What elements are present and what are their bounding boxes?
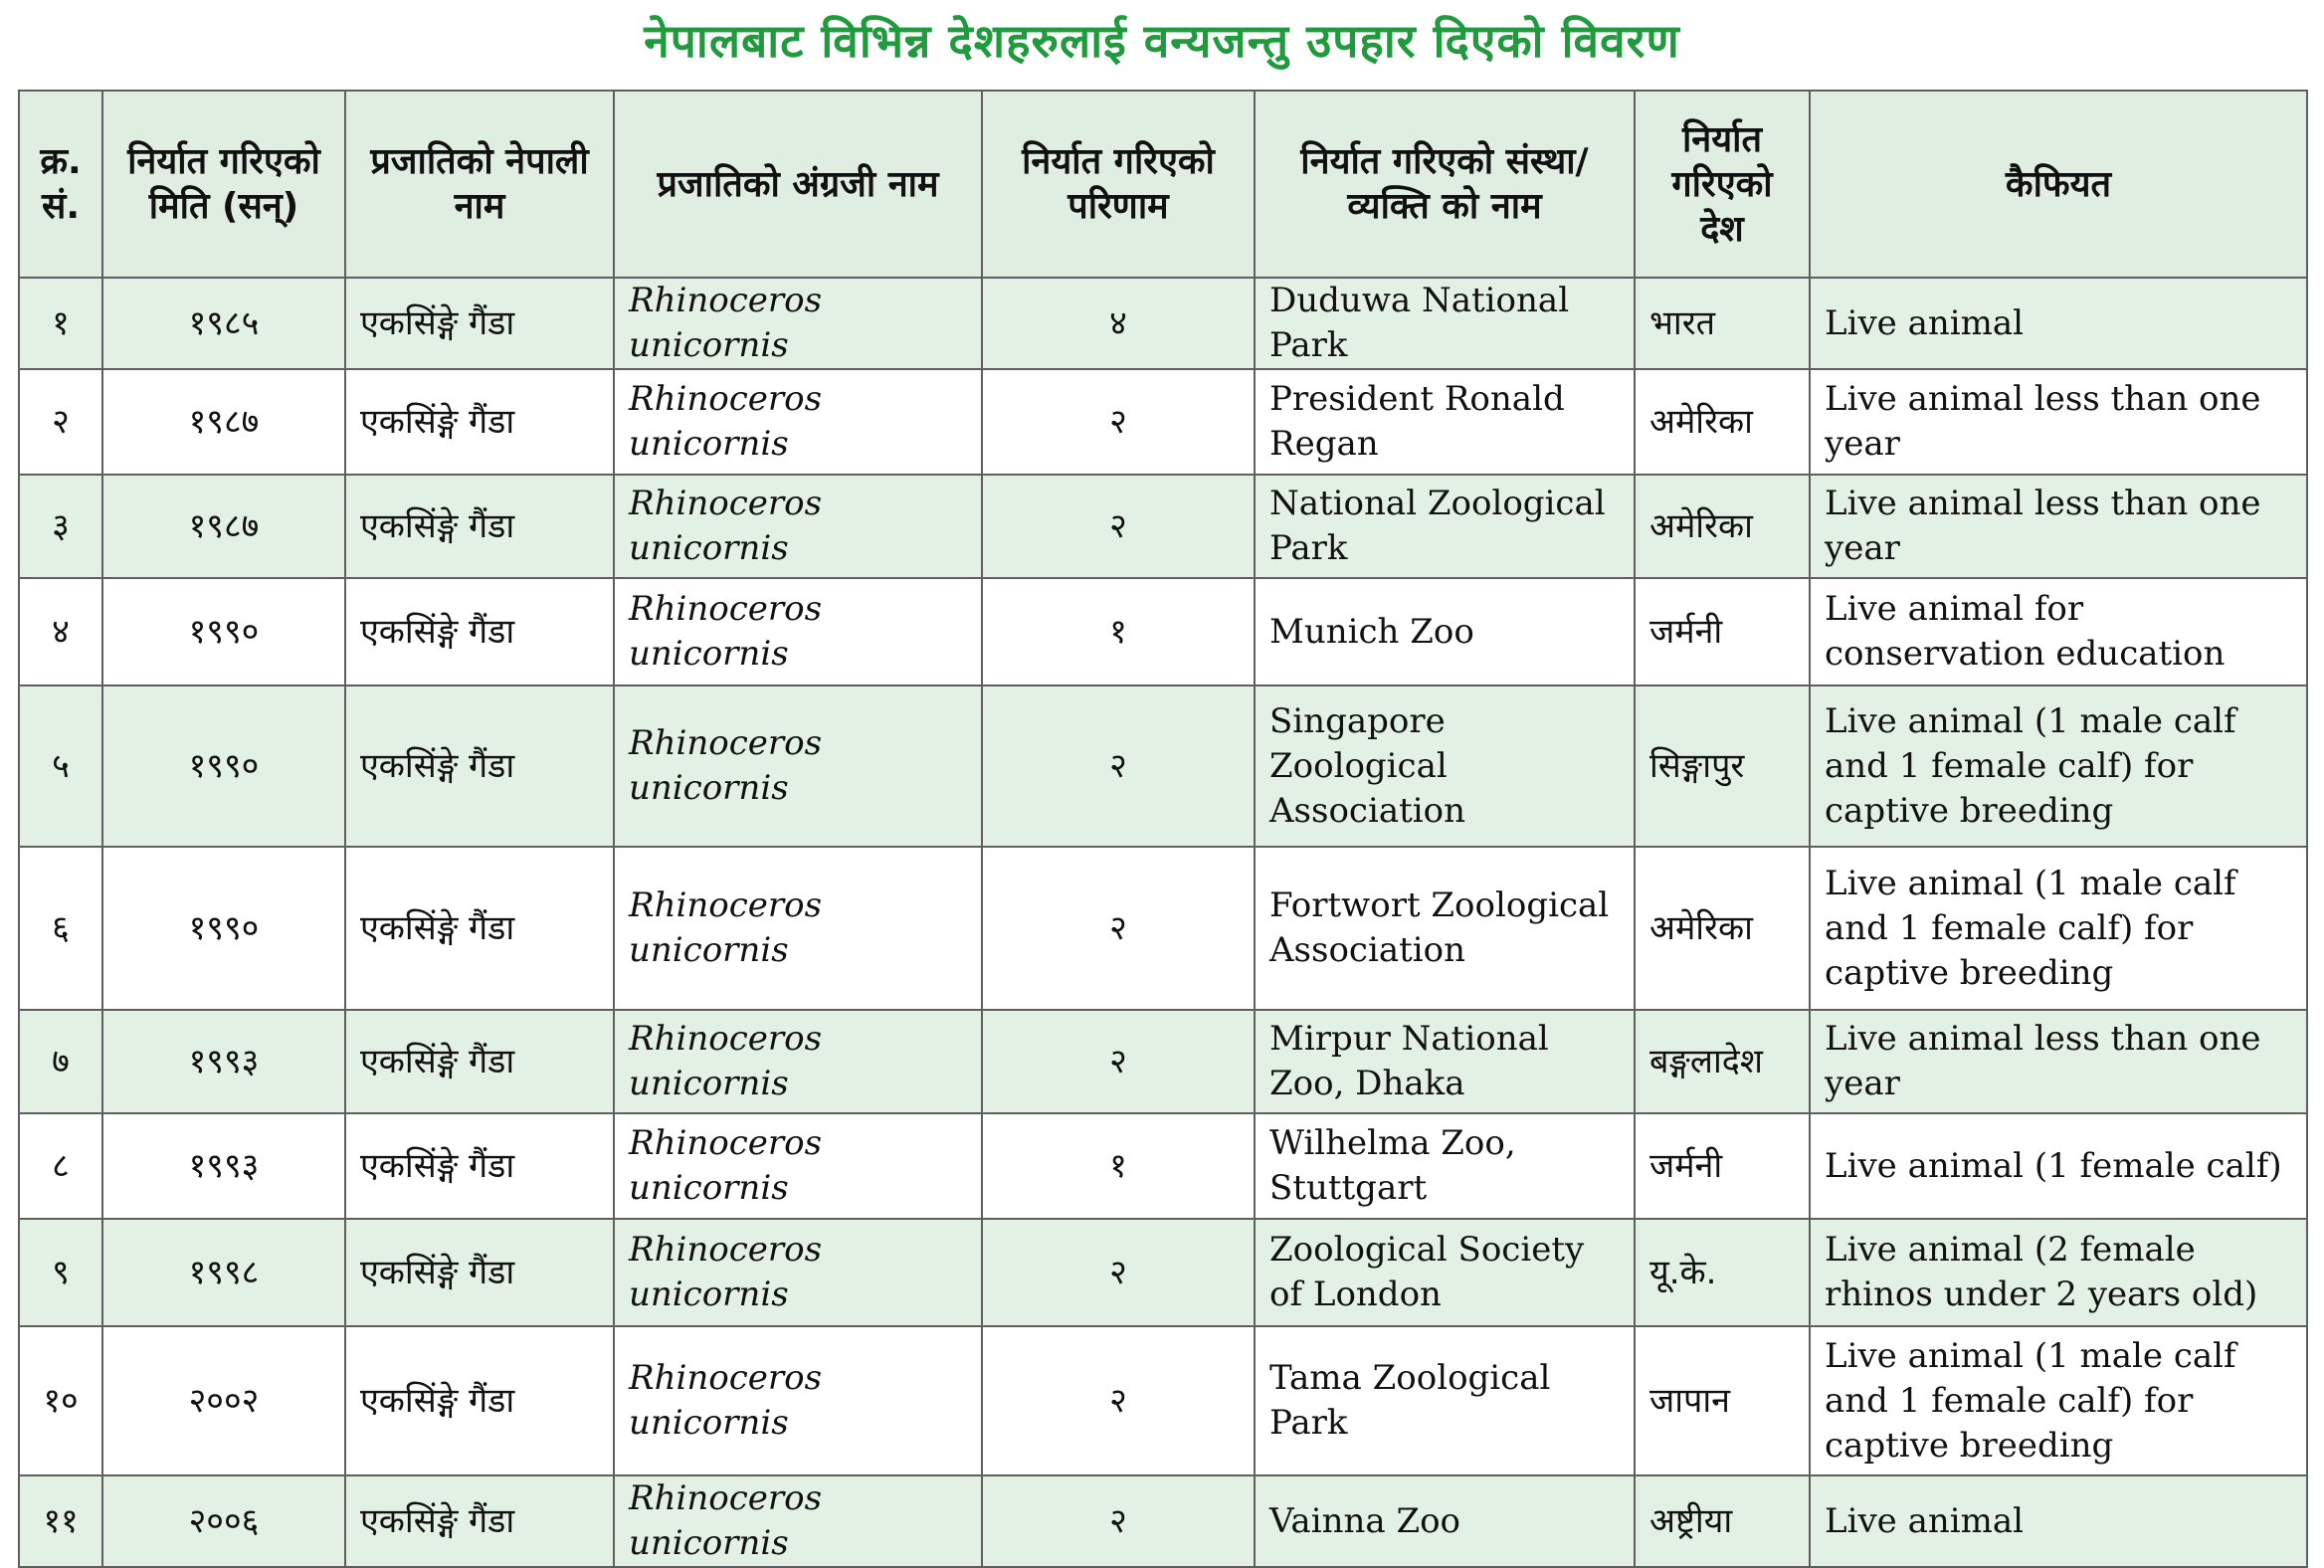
page-title: नेपालबाट विभिन्न देशहरुलाई वन्यजन्तु उपहार दिएको विवरण	[644, 14, 1680, 68]
cell-quantity: २	[982, 1326, 1255, 1475]
cell-nepali-name: एकसिंङ्गे गैंडा	[345, 847, 614, 1010]
cell-country: जापान	[1635, 1326, 1810, 1475]
cell-quantity: ४	[982, 278, 1255, 369]
table-row	[19, 578, 2307, 686]
col-header-recipient: निर्यात गरिएको संस्था/व्यक्ति को नाम	[1255, 91, 1635, 278]
table-row	[19, 1219, 2307, 1326]
cell-recipient: Duduwa National Park	[1255, 278, 1635, 369]
cell-remarks: Live animal less than one year	[1810, 1010, 2307, 1113]
cell-country: बङ्गलादेश	[1635, 1010, 1810, 1113]
cell-nepali-name: एकसिंङ्गे गैंडा	[345, 1010, 614, 1113]
cell-quantity: २	[982, 686, 1255, 847]
cell-recipient: Fortwort Zoological Association	[1255, 847, 1635, 1010]
cell-sn: १०	[19, 1326, 102, 1475]
cell-sn: ९	[19, 1219, 102, 1326]
cell-recipient: Munich Zoo	[1255, 578, 1635, 686]
wildlife-gift-table	[18, 90, 2308, 1568]
col-header-remarks: कैफियत	[1810, 91, 2307, 278]
table-header	[19, 91, 2307, 278]
cell-year: २००६	[102, 1475, 345, 1567]
cell-sn: ३	[19, 475, 102, 578]
cell-english-name: Rhinoceros unicornis	[614, 847, 982, 1010]
cell-recipient: Singapore Zoological Association	[1255, 686, 1635, 847]
cell-sn: ४	[19, 578, 102, 686]
cell-nepali-name: एकसिंङ्गे गैंडा	[345, 1475, 614, 1567]
table-row	[19, 847, 2307, 1010]
cell-remarks: Live animal (1 male calf and 1 female calf) for captive breeding	[1810, 847, 2307, 1010]
cell-remarks: Live animal (1 female calf)	[1810, 1113, 2307, 1219]
cell-english-name: Rhinoceros unicornis	[614, 278, 982, 369]
cell-sn: ७	[19, 1010, 102, 1113]
cell-country: अष्ट्रीया	[1635, 1475, 1810, 1567]
cell-sn: २	[19, 369, 102, 475]
cell-year: १९८५	[102, 278, 345, 369]
cell-sn: ५	[19, 686, 102, 847]
cell-english-name: Rhinoceros unicornis	[614, 1219, 982, 1326]
col-header-country: निर्यात गरिएको देश	[1635, 91, 1810, 278]
cell-english-name: Rhinoceros unicornis	[614, 1475, 982, 1567]
table-row	[19, 475, 2307, 578]
cell-remarks: Live animal less than one year	[1810, 369, 2307, 475]
col-header-quantity: निर्यात गरिएको परिणाम	[982, 91, 1255, 278]
cell-country: भारत	[1635, 278, 1810, 369]
cell-recipient: Vainna Zoo	[1255, 1475, 1635, 1567]
col-header-english-name: प्रजातिको अंग्रजी नाम	[614, 91, 982, 278]
header-row	[19, 91, 2307, 278]
cell-english-name: Rhinoceros unicornis	[614, 686, 982, 847]
cell-quantity: २	[982, 847, 1255, 1010]
cell-nepali-name: एकसिंङ्गे गैंडा	[345, 686, 614, 847]
cell-quantity: १	[982, 1113, 1255, 1219]
cell-quantity: २	[982, 1475, 1255, 1567]
cell-sn: ६	[19, 847, 102, 1010]
cell-remarks: Live animal	[1810, 278, 2307, 369]
col-header-nepali-name: प्रजातिको नेपाली नाम	[345, 91, 614, 278]
cell-year: १९९३	[102, 1113, 345, 1219]
table-row	[19, 1475, 2307, 1567]
cell-year: १९८७	[102, 475, 345, 578]
cell-year: १९९३	[102, 1010, 345, 1113]
cell-year: १९९०	[102, 578, 345, 686]
cell-country: अमेरिका	[1635, 475, 1810, 578]
table-row	[19, 1010, 2307, 1113]
cell-sn: ११	[19, 1475, 102, 1567]
cell-english-name: Rhinoceros unicornis	[614, 1326, 982, 1475]
cell-nepali-name: एकसिंङ्गे गैंडा	[345, 578, 614, 686]
cell-remarks: Live animal (1 male calf and 1 female calf) for captive breeding	[1810, 686, 2307, 847]
cell-recipient: Tama Zoological Park	[1255, 1326, 1635, 1475]
table-row	[19, 1326, 2307, 1475]
cell-quantity: २	[982, 1010, 1255, 1113]
cell-year: २००२	[102, 1326, 345, 1475]
cell-nepali-name: एकसिंङ्गे गैंडा	[345, 1219, 614, 1326]
cell-recipient: National Zoological Park	[1255, 475, 1635, 578]
cell-year: १९८७	[102, 369, 345, 475]
cell-year: १९९८	[102, 1219, 345, 1326]
cell-quantity: २	[982, 1219, 1255, 1326]
cell-nepali-name: एकसिंङ्गे गैंडा	[345, 278, 614, 369]
cell-nepali-name: एकसिंङ्गे गैंडा	[345, 1113, 614, 1219]
cell-nepali-name: एकसिंङ्गे गैंडा	[345, 1326, 614, 1475]
cell-year: १९९०	[102, 847, 345, 1010]
table-row	[19, 1113, 2307, 1219]
cell-quantity: २	[982, 369, 1255, 475]
cell-english-name: Rhinoceros unicornis	[614, 1010, 982, 1113]
cell-country: अमेरिका	[1635, 369, 1810, 475]
cell-sn: १	[19, 278, 102, 369]
table-row	[19, 369, 2307, 475]
cell-english-name: Rhinoceros unicornis	[614, 1113, 982, 1219]
cell-sn: ८	[19, 1113, 102, 1219]
cell-country: सिङ्गापुर	[1635, 686, 1810, 847]
cell-country: जर्मनी	[1635, 578, 1810, 686]
cell-english-name: Rhinoceros unicornis	[614, 475, 982, 578]
cell-nepali-name: एकसिंङ्गे गैंडा	[345, 369, 614, 475]
cell-english-name: Rhinoceros unicornis	[614, 369, 982, 475]
cell-remarks: Live animal (2 female rhinos under 2 years old)	[1810, 1219, 2307, 1326]
cell-english-name: Rhinoceros unicornis	[614, 578, 982, 686]
col-header-export-date: निर्यात गरिएको मिति (सन्)	[102, 91, 345, 278]
cell-nepali-name: एकसिंङ्गे गैंडा	[345, 475, 614, 578]
table-body	[19, 278, 2307, 1567]
col-header-sn: क्र. सं.	[19, 91, 102, 278]
cell-quantity: २	[982, 475, 1255, 578]
cell-recipient: Wilhelma Zoo, Stuttgart	[1255, 1113, 1635, 1219]
cell-recipient: President Ronald Regan	[1255, 369, 1635, 475]
cell-country: अमेरिका	[1635, 847, 1810, 1010]
cell-recipient: Zoological Society of London	[1255, 1219, 1635, 1326]
cell-year: १९९०	[102, 686, 345, 847]
cell-country: यू.के.	[1635, 1219, 1810, 1326]
cell-remarks: Live animal less than one year	[1810, 475, 2307, 578]
cell-remarks: Live animal	[1810, 1475, 2307, 1567]
table-row	[19, 686, 2307, 847]
cell-remarks: Live animal (1 male calf and 1 female calf) for captive breeding	[1810, 1326, 2307, 1475]
cell-country: जर्मनी	[1635, 1113, 1810, 1219]
cell-quantity: १	[982, 578, 1255, 686]
cell-recipient: Mirpur National Zoo, Dhaka	[1255, 1010, 1635, 1113]
cell-remarks: Live animal for conservation education	[1810, 578, 2307, 686]
table-row	[19, 278, 2307, 369]
